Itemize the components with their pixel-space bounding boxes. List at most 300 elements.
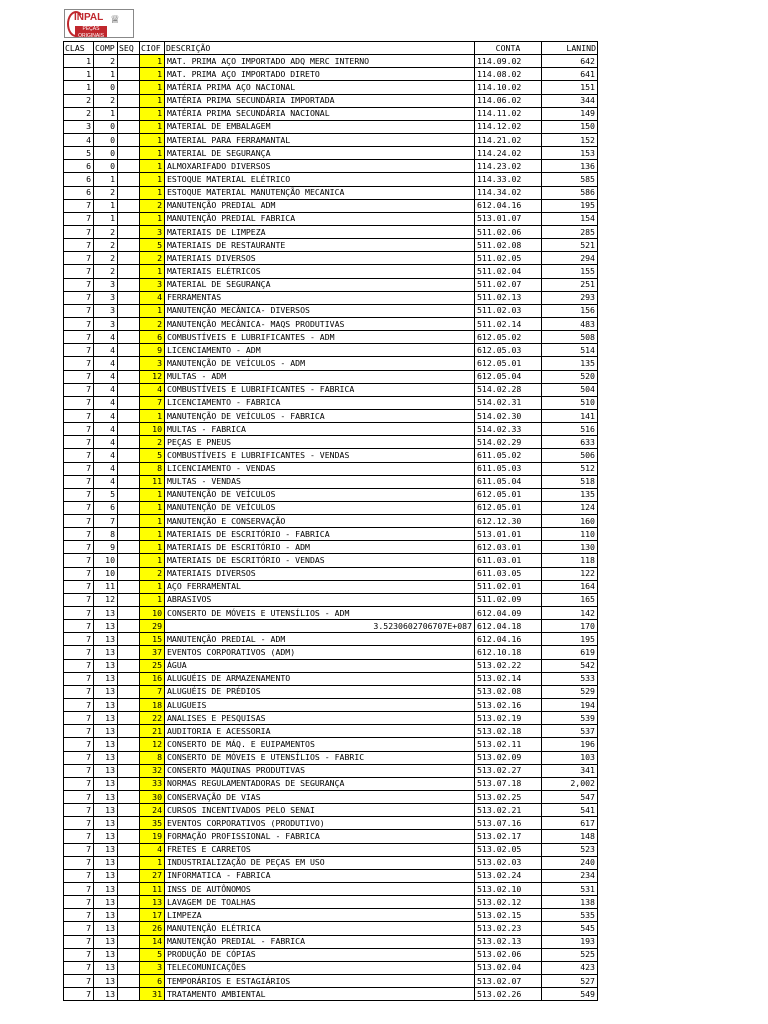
cell-conta: 612.05.03 — [475, 344, 542, 357]
cell-descricao: MANUTENÇÃO PREDIAL FABRICA — [165, 212, 475, 225]
cell-lanind: 341 — [542, 764, 598, 777]
cell-comp: 4 — [94, 331, 118, 344]
cell-conta: 612.05.01 — [475, 488, 542, 501]
cell-clas: 7 — [64, 344, 94, 357]
table-row — [64, 278, 598, 291]
cell-conta: 612.05.02 — [475, 331, 542, 344]
table-row — [64, 830, 598, 843]
cell-comp: 12 — [94, 593, 118, 606]
cell-comp: 4 — [94, 357, 118, 370]
cell-seq — [118, 935, 140, 948]
cell-descricao: FERRAMENTAS — [165, 291, 475, 304]
cell-ciof: 4 — [140, 291, 165, 304]
cell-ciof: 1 — [140, 515, 165, 528]
cell-clas: 7 — [64, 961, 94, 974]
cell-descricao: MANUTENÇÃO PREDIAL ADM — [165, 199, 475, 212]
cell-ciof: 30 — [140, 791, 165, 804]
cell-ciof: 27 — [140, 869, 165, 882]
cell-conta: 612.04.16 — [475, 199, 542, 212]
table-row — [64, 357, 598, 370]
cell-seq — [118, 633, 140, 646]
cell-comp: 13 — [94, 869, 118, 882]
table-row — [64, 68, 598, 81]
cell-comp: 6 — [94, 501, 118, 514]
cell-clas: 7 — [64, 239, 94, 252]
cell-comp: 13 — [94, 988, 118, 1001]
cell-conta: 114.11.02 — [475, 107, 542, 120]
cell-descricao: MANUTENÇÃO ELÉTRICA — [165, 922, 475, 935]
cell-comp: 13 — [94, 672, 118, 685]
cell-comp: 4 — [94, 383, 118, 396]
cell-descricao: MATERIAL DE SEGURANÇA — [165, 147, 475, 160]
cell-ciof: 21 — [140, 725, 165, 738]
cell-conta: 513.02.23 — [475, 922, 542, 935]
cell-comp: 4 — [94, 462, 118, 475]
cell-clas: 7 — [64, 278, 94, 291]
cell-descricao: COMBUSTÍVEIS E LUBRIFICANTES - FABRICA — [165, 383, 475, 396]
cell-seq — [118, 409, 140, 422]
cell-conta: 513.02.04 — [475, 961, 542, 974]
cell-ciof: 10 — [140, 607, 165, 620]
cell-descricao: CONSERTO DE MÓVEIS E UTENSÍLIOS - ADM — [165, 607, 475, 620]
cell-lanind: 508 — [542, 331, 598, 344]
cell-comp: 4 — [94, 423, 118, 436]
cell-ciof: 19 — [140, 830, 165, 843]
cell-comp: 13 — [94, 699, 118, 712]
cell-seq — [118, 777, 140, 790]
company-logo — [64, 9, 134, 38]
cell-seq — [118, 107, 140, 120]
cell-conta: 611.03.05 — [475, 567, 542, 580]
table-row — [64, 554, 598, 567]
cell-comp: 2 — [94, 252, 118, 265]
cell-conta: 612.04.18 — [475, 620, 542, 633]
cell-ciof: 1 — [140, 186, 165, 199]
cell-conta: 114.09.02 — [475, 55, 542, 68]
table-row — [64, 225, 598, 238]
cell-clas: 7 — [64, 725, 94, 738]
cell-lanind: 585 — [542, 173, 598, 186]
cell-comp: 1 — [94, 199, 118, 212]
cell-conta: 513.01.01 — [475, 528, 542, 541]
cell-descricao: LICENCIAMENTO - FABRICA — [165, 396, 475, 409]
cell-lanind: 531 — [542, 883, 598, 896]
table-row — [64, 974, 598, 987]
cell-conta: 511.02.01 — [475, 580, 542, 593]
table-row — [64, 462, 598, 475]
cell-ciof: 3 — [140, 225, 165, 238]
cell-seq — [118, 607, 140, 620]
cell-lanind: 154 — [542, 212, 598, 225]
cell-seq — [118, 344, 140, 357]
cell-lanind: 483 — [542, 317, 598, 330]
cell-conta: 511.02.03 — [475, 304, 542, 317]
header-lanind: LANIND — [542, 42, 598, 55]
cell-comp: 2 — [94, 239, 118, 252]
cell-ciof: 1 — [140, 212, 165, 225]
cell-conta: 513.02.25 — [475, 791, 542, 804]
cell-seq — [118, 699, 140, 712]
cell-lanind: 155 — [542, 265, 598, 278]
table-body — [64, 55, 598, 1001]
cell-clas: 7 — [64, 883, 94, 896]
table-row — [64, 580, 598, 593]
cell-lanind: 539 — [542, 712, 598, 725]
cell-comp: 4 — [94, 344, 118, 357]
cell-ciof: 1 — [140, 541, 165, 554]
cell-clas: 7 — [64, 738, 94, 751]
cell-clas: 7 — [64, 501, 94, 514]
cell-seq — [118, 791, 140, 804]
cell-ciof: 1 — [140, 160, 165, 173]
cell-conta: 611.05.03 — [475, 462, 542, 475]
cell-conta: 514.02.28 — [475, 383, 542, 396]
cell-clas: 4 — [64, 133, 94, 146]
cell-clas: 7 — [64, 541, 94, 554]
table-row — [64, 961, 598, 974]
table-row — [64, 948, 598, 961]
cell-lanind: 2,002 — [542, 777, 598, 790]
cell-lanind: 641 — [542, 68, 598, 81]
cell-lanind: 642 — [542, 55, 598, 68]
cell-comp: 9 — [94, 541, 118, 554]
cell-descricao: CONSERTO DE MÓVEIS E UTENSÍLIOS - FABRIC — [165, 751, 475, 764]
cell-lanind: 124 — [542, 501, 598, 514]
table-row — [64, 501, 598, 514]
table-row — [64, 699, 598, 712]
cell-ciof: 22 — [140, 712, 165, 725]
logo-emblem-icon: ♕ — [110, 13, 120, 26]
cell-descricao: MANUTENÇÃO DE VEÍCULOS — [165, 488, 475, 501]
cell-lanind: 103 — [542, 751, 598, 764]
cell-seq — [118, 291, 140, 304]
cell-seq — [118, 541, 140, 554]
cell-conta: 513.02.17 — [475, 830, 542, 843]
cell-comp: 13 — [94, 712, 118, 725]
cell-seq — [118, 423, 140, 436]
cell-conta: 114.12.02 — [475, 120, 542, 133]
cell-conta: 612.12.30 — [475, 515, 542, 528]
cell-seq — [118, 580, 140, 593]
cell-descricao: MATÉRIA PRIMA AÇO NACIONAL — [165, 81, 475, 94]
cell-comp: 13 — [94, 659, 118, 672]
table-row — [64, 909, 598, 922]
cell-descricao: CONSERTO MÁQUINAS PRODUTIVAS — [165, 764, 475, 777]
cell-descricao: MATERIAIS ELÉTRICOS — [165, 265, 475, 278]
cell-conta: 511.02.07 — [475, 278, 542, 291]
cell-clas: 7 — [64, 265, 94, 278]
cell-clas: 7 — [64, 199, 94, 212]
cell-conta: 612.04.16 — [475, 633, 542, 646]
cell-seq — [118, 856, 140, 869]
cell-conta: 513.02.10 — [475, 883, 542, 896]
cell-conta: 511.02.08 — [475, 239, 542, 252]
cell-lanind: 285 — [542, 225, 598, 238]
cell-descricao: MATERIAIS DE ESCRITÓRIO - FABRICA — [165, 528, 475, 541]
cell-descricao: ABRASIVOS — [165, 593, 475, 606]
cell-lanind: 504 — [542, 383, 598, 396]
cell-comp: 0 — [94, 133, 118, 146]
cell-clas: 7 — [64, 291, 94, 304]
cell-lanind: 547 — [542, 791, 598, 804]
cell-conta: 513.02.06 — [475, 948, 542, 961]
cell-descricao: MULTAS - VENDAS — [165, 475, 475, 488]
cell-comp: 10 — [94, 554, 118, 567]
cell-ciof: 7 — [140, 396, 165, 409]
cell-seq — [118, 830, 140, 843]
cell-ciof: 3 — [140, 357, 165, 370]
cell-conta: 511.02.05 — [475, 252, 542, 265]
cell-seq — [118, 725, 140, 738]
table-row — [64, 107, 598, 120]
cell-conta: 612.05.04 — [475, 370, 542, 383]
cell-descricao: ALUGUEIS — [165, 699, 475, 712]
cell-descricao: MANUTENÇÃO DE VEÍCULOS - FABRICA — [165, 409, 475, 422]
cell-lanind: 549 — [542, 988, 598, 1001]
cell-ciof: 16 — [140, 672, 165, 685]
cell-comp: 13 — [94, 922, 118, 935]
cell-seq — [118, 317, 140, 330]
cell-conta: 513.02.18 — [475, 725, 542, 738]
cell-descricao: MAT. PRIMA AÇO IMPORTADO ADQ MERC INTERNO — [165, 55, 475, 68]
cell-seq — [118, 68, 140, 81]
cell-clas: 7 — [64, 699, 94, 712]
cell-clas: 7 — [64, 791, 94, 804]
cell-descricao: TEMPORÁRIOS E ESTAGIÁRIOS — [165, 974, 475, 987]
cell-lanind: 293 — [542, 291, 598, 304]
cell-ciof: 6 — [140, 331, 165, 344]
table-row — [64, 593, 598, 606]
cell-descricao: CONSERTO DE MÁQ. E EUIPAMENTOS — [165, 738, 475, 751]
cell-lanind: 617 — [542, 817, 598, 830]
table-row — [64, 567, 598, 580]
cell-conta: 513.02.22 — [475, 659, 542, 672]
cell-ciof: 1 — [140, 147, 165, 160]
cell-ciof: 32 — [140, 764, 165, 777]
cell-comp: 13 — [94, 961, 118, 974]
cell-clas: 7 — [64, 567, 94, 580]
cell-lanind: 118 — [542, 554, 598, 567]
table-row — [64, 633, 598, 646]
cell-seq — [118, 383, 140, 396]
cell-clas: 7 — [64, 554, 94, 567]
cell-ciof: 2 — [140, 317, 165, 330]
cell-lanind: 149 — [542, 107, 598, 120]
cell-descricao: MATERIAL DE EMBALAGEM — [165, 120, 475, 133]
cell-comp: 1 — [94, 107, 118, 120]
cell-comp: 13 — [94, 896, 118, 909]
cell-comp: 4 — [94, 449, 118, 462]
cell-seq — [118, 239, 140, 252]
cell-descricao: AÇO FERRAMENTAL — [165, 580, 475, 593]
table-row — [64, 988, 598, 1001]
cell-ciof: 26 — [140, 922, 165, 935]
logo-subtitle: PEÇAS ORIGINAIS — [75, 26, 107, 38]
cell-comp: 13 — [94, 909, 118, 922]
cell-ciof: 3 — [140, 961, 165, 974]
cell-ciof: 1 — [140, 593, 165, 606]
cell-seq — [118, 265, 140, 278]
table-row — [64, 791, 598, 804]
cell-descricao: MANUTENÇÃO MECÂNICA- MAQS PRODUTIVAS — [165, 317, 475, 330]
table-row — [64, 883, 598, 896]
cell-lanind: 516 — [542, 423, 598, 436]
cell-ciof: 1 — [140, 81, 165, 94]
cell-comp: 2 — [94, 265, 118, 278]
cell-ciof: 18 — [140, 699, 165, 712]
cell-descricao: ALUGUÉIS DE ARMAZENAMENTO — [165, 672, 475, 685]
cell-seq — [118, 817, 140, 830]
cell-descricao: ESTOQUE MATERIAL ELÉTRICO — [165, 173, 475, 186]
cell-seq — [118, 646, 140, 659]
cell-lanind: 423 — [542, 961, 598, 974]
header-conta: CONTA — [475, 42, 542, 55]
cell-descricao: NORMAS REGULAMENTADORAS DE SEGURANÇA — [165, 777, 475, 790]
cell-seq — [118, 896, 140, 909]
cell-clas: 7 — [64, 988, 94, 1001]
cell-conta: 114.06.02 — [475, 94, 542, 107]
cell-lanind: 136 — [542, 160, 598, 173]
cell-ciof: 25 — [140, 659, 165, 672]
table-row — [64, 528, 598, 541]
cell-comp: 13 — [94, 974, 118, 987]
cell-comp: 13 — [94, 685, 118, 698]
cell-lanind: 545 — [542, 922, 598, 935]
cell-lanind: 153 — [542, 147, 598, 160]
cell-conta: 513.02.16 — [475, 699, 542, 712]
table-row — [64, 252, 598, 265]
cell-ciof: 1 — [140, 94, 165, 107]
table-row — [64, 843, 598, 856]
table-row — [64, 935, 598, 948]
cell-lanind: 541 — [542, 804, 598, 817]
cell-comp: 13 — [94, 764, 118, 777]
cell-comp: 13 — [94, 856, 118, 869]
table-row — [64, 449, 598, 462]
cell-conta: 513.01.07 — [475, 212, 542, 225]
cell-lanind: 156 — [542, 304, 598, 317]
cell-seq — [118, 304, 140, 317]
cell-clas: 7 — [64, 909, 94, 922]
cell-conta: 114.34.02 — [475, 186, 542, 199]
cell-seq — [118, 961, 140, 974]
cell-descricao: MULTAS - FABRICA — [165, 423, 475, 436]
cell-comp: 1 — [94, 173, 118, 186]
cell-seq — [118, 712, 140, 725]
cell-conta: 114.23.02 — [475, 160, 542, 173]
cell-conta: 513.02.05 — [475, 843, 542, 856]
cell-comp: 11 — [94, 580, 118, 593]
cell-conta: 514.02.30 — [475, 409, 542, 422]
cell-comp: 5 — [94, 488, 118, 501]
cell-seq — [118, 278, 140, 291]
cell-conta: 513.07.16 — [475, 817, 542, 830]
cell-conta: 514.02.31 — [475, 396, 542, 409]
cell-seq — [118, 659, 140, 672]
cell-conta: 114.10.02 — [475, 81, 542, 94]
table-row — [64, 725, 598, 738]
cell-seq — [118, 331, 140, 344]
table-row — [64, 896, 598, 909]
table-row — [64, 856, 598, 869]
table-row — [64, 173, 598, 186]
cell-seq — [118, 764, 140, 777]
cell-ciof: 11 — [140, 475, 165, 488]
cell-clas: 7 — [64, 580, 94, 593]
cell-seq — [118, 974, 140, 987]
cell-descricao: COMBUSTÍVEIS E LUBRIFICANTES - ADM — [165, 331, 475, 344]
cell-comp: 2 — [94, 225, 118, 238]
cell-descricao: LICENCIAMENTO - ADM — [165, 344, 475, 357]
cell-seq — [118, 515, 140, 528]
cell-lanind: 251 — [542, 278, 598, 291]
cell-lanind: 135 — [542, 357, 598, 370]
cell-comp: 4 — [94, 409, 118, 422]
table-row — [64, 120, 598, 133]
cell-descricao: MANUTENÇÃO PREDIAL - ADM — [165, 633, 475, 646]
cell-clas: 7 — [64, 685, 94, 698]
cell-clas: 7 — [64, 331, 94, 344]
cell-comp: 3 — [94, 278, 118, 291]
cell-seq — [118, 173, 140, 186]
cell-lanind: 196 — [542, 738, 598, 751]
cell-clas: 6 — [64, 186, 94, 199]
cell-clas: 5 — [64, 147, 94, 160]
header-clas: CLAS — [64, 42, 94, 55]
cell-lanind: 151 — [542, 81, 598, 94]
cell-clas: 7 — [64, 396, 94, 409]
cell-seq — [118, 55, 140, 68]
cell-seq — [118, 396, 140, 409]
cell-comp: 13 — [94, 633, 118, 646]
cell-comp: 13 — [94, 777, 118, 790]
cell-clas: 7 — [64, 475, 94, 488]
cell-seq — [118, 199, 140, 212]
cell-clas: 7 — [64, 777, 94, 790]
cell-lanind: 537 — [542, 725, 598, 738]
cell-seq — [118, 186, 140, 199]
cell-lanind: 165 — [542, 593, 598, 606]
cell-clas: 7 — [64, 607, 94, 620]
cell-conta: 612.04.09 — [475, 607, 542, 620]
cell-comp: 13 — [94, 843, 118, 856]
cell-ciof: 1 — [140, 409, 165, 422]
cell-descricao: COMBUSTÍVEIS E LUBRIFICANTES - VENDAS — [165, 449, 475, 462]
cell-comp: 4 — [94, 370, 118, 383]
cell-lanind: 240 — [542, 856, 598, 869]
cell-ciof: 12 — [140, 370, 165, 383]
table-row — [64, 199, 598, 212]
cell-clas: 7 — [64, 515, 94, 528]
cell-ciof: 1 — [140, 120, 165, 133]
cell-clas: 7 — [64, 830, 94, 843]
cell-lanind: 122 — [542, 567, 598, 580]
cell-comp: 4 — [94, 475, 118, 488]
cell-ciof: 31 — [140, 988, 165, 1001]
cell-ciof: 1 — [140, 488, 165, 501]
cell-seq — [118, 672, 140, 685]
cell-descricao: MATERIAIS DE ESCRITÓRIO - VENDAS — [165, 554, 475, 567]
table-row — [64, 869, 598, 882]
cell-descricao: INDUSTRIALIZAÇÃO DE PEÇAS EM USO — [165, 856, 475, 869]
header-comp: COMP — [94, 42, 118, 55]
cell-descricao: ÁGUA — [165, 659, 475, 672]
cell-conta: 611.03.01 — [475, 554, 542, 567]
cell-conta: 513.02.07 — [475, 974, 542, 987]
cell-descricao: CURSOS INCENTIVADOS PELO SENAI — [165, 804, 475, 817]
cell-descricao: MATÉRIA PRIMA SECUNDÁRIA IMPORTADA — [165, 94, 475, 107]
cell-descricao: ESTOQUE MATERIAL MANUTENÇÃO MECANICA — [165, 186, 475, 199]
